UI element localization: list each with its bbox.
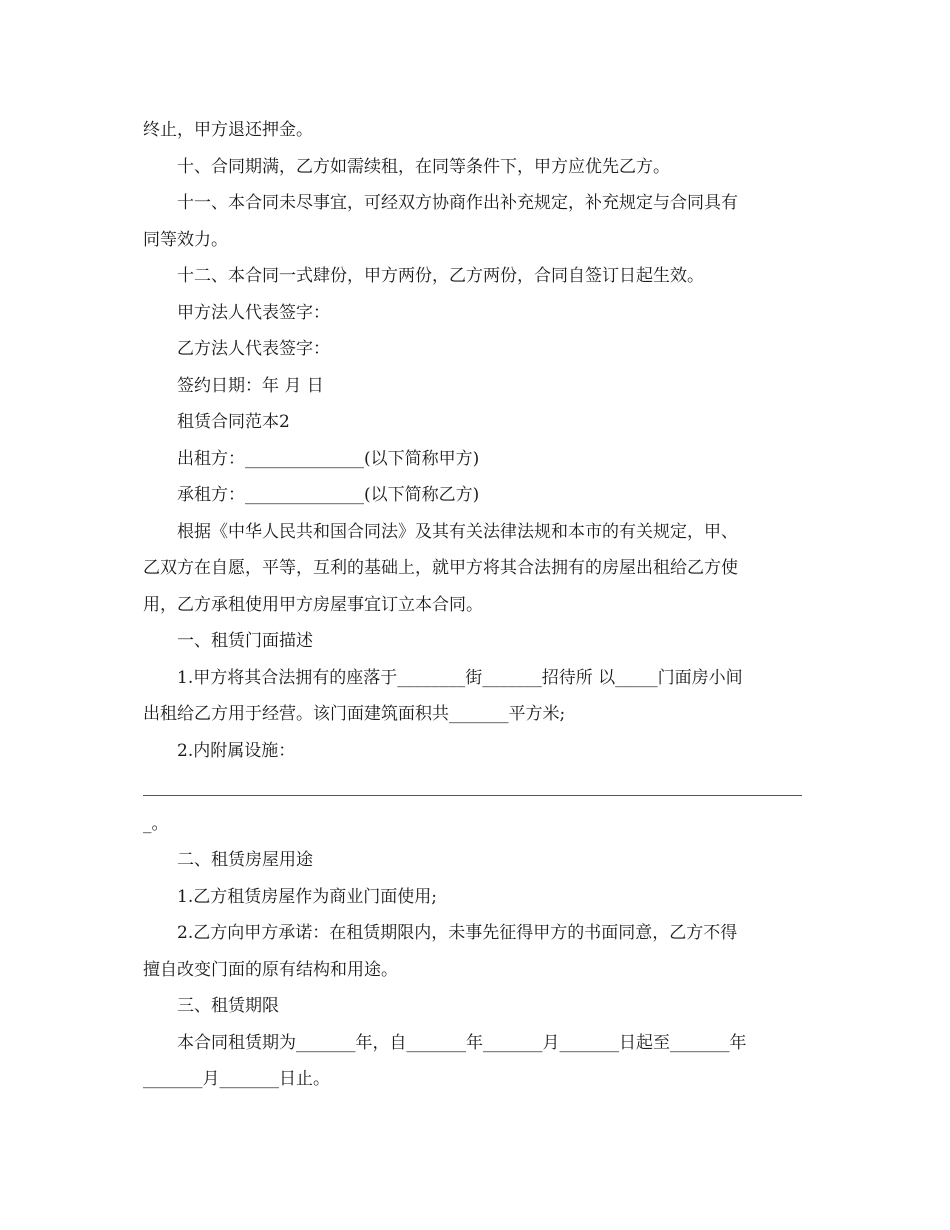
fill-in-rule-line [143, 769, 808, 806]
text-line: 2.内附属设施： [177, 740, 296, 761]
text-line: 同等效力。 [143, 229, 228, 250]
text-line: 擅自改变门面的原有结构和用途。 [143, 959, 398, 980]
text-line: 签约日期：年 月 日 [177, 375, 324, 396]
text-line: 1.甲方将其合法拥有的座落于________街_______招待所 以_____门面房小间 [177, 667, 743, 688]
text-line: 十、合同期满，乙方如需续租，在同等条件下，甲方应优先乙方。 [177, 156, 670, 177]
text-line: 承租方：______________(以下简称乙方) [177, 485, 480, 505]
text-line: 租赁合同范本2 [177, 412, 290, 432]
text-line: 甲方法人代表签字： [177, 302, 330, 323]
text-line: 二、租赁房屋用途 [177, 850, 313, 870]
text-line: 终止，甲方退还押金。 [143, 120, 313, 140]
text-line: 出租方：______________(以下简称甲方) [177, 448, 480, 469]
text-line: 三、租赁期限 [177, 996, 279, 1016]
text-line: _______月_______日止。 [143, 1069, 330, 1089]
text-line: 十二、本合同一式肆份，甲方两份，乙方两份，合同自签订日起生效。 [177, 266, 704, 286]
text-line: 用，乙方承租使用甲方房屋事宜订立本合同。 [143, 594, 483, 615]
text-line: 一、租赁门面描述 [177, 631, 313, 651]
text-line: 乙方法人代表签字： [177, 339, 330, 359]
text-line: 十一、本合同未尽事宜，可经双方协商作出补充规定，补充规定与合同具有 [177, 193, 738, 213]
document-page [143, 112, 808, 1098]
text-line: 根据《中华人民共和国合同法》及其有关法律法规和本市的有关规定，甲、 [177, 521, 738, 542]
text-line: 乙双方在自愿，平等，互利的基础上，就甲方将其合法拥有的房屋出租给乙方使 [143, 558, 738, 578]
text-line: 2.乙方向甲方承诺：在租赁期限内，未事先征得甲方的书面同意，乙方不得 [177, 923, 738, 943]
underline-rule [143, 795, 802, 796]
text-line: 出租给乙方用于经营。该门面建筑面积共_______平方米; [143, 704, 566, 724]
text-line: _。 [143, 813, 169, 834]
text-line: 本合同租赁期为_______年，自_______年_______月_______日起至_______年 [177, 1032, 747, 1053]
text-line: 1.乙方租赁房屋作为商业门面使用; [177, 886, 437, 907]
